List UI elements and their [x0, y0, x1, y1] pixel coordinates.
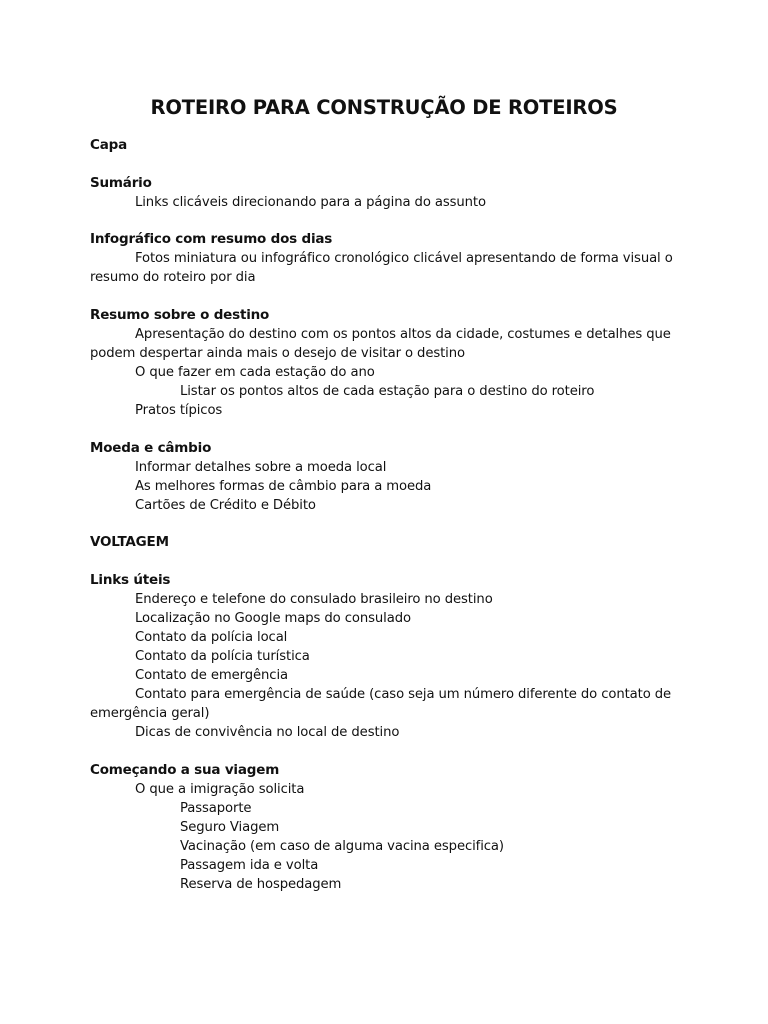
- links-line: Contato da polícia turística: [135, 649, 310, 665]
- viagem-subline: Passagem ida e volta: [180, 857, 319, 873]
- infografico-line: Fotos miniatura ou infográfico cronológico clicável apresentando de forma visual o resumo do roteiro por dia: [90, 251, 673, 286]
- links-line: Localização no Google maps do consulado: [135, 611, 411, 627]
- viagem-subline: Reserva de hospedagem: [180, 876, 342, 892]
- viagem-subline: Vacinação (em caso de alguma vacina especifica): [180, 838, 504, 854]
- page-title: ROTEIRO PARA CONSTRUÇÃO DE ROTEIROS: [150, 96, 618, 119]
- moeda-line: Informar detalhes sobre a moeda local: [135, 459, 387, 475]
- moeda-line: As melhores formas de câmbio para a moeda: [135, 478, 432, 494]
- spacer: [90, 515, 678, 534]
- resumo-line: Pratos típicos: [135, 403, 223, 419]
- links-line: Contato de emergência: [135, 668, 288, 684]
- viagem-subline: Seguro Viagem: [180, 819, 280, 835]
- viagem-subline: Passaporte: [180, 800, 252, 816]
- section-heading-links: Links úteis: [90, 572, 171, 589]
- viagem-line: O que a imigração solicita: [135, 781, 305, 797]
- spacer: [90, 742, 678, 761]
- section-heading-sumario: Sumário: [90, 174, 152, 191]
- moeda-line: Cartões de Crédito e Débito: [135, 497, 316, 513]
- spacer: [90, 287, 678, 306]
- spacer: [90, 552, 678, 571]
- links-line: Contato da polícia local: [135, 630, 288, 646]
- resumo-line: O que fazer em cada estação do ano: [135, 365, 375, 381]
- section-heading-moeda: Moeda e câmbio: [90, 439, 212, 456]
- resumo-subline: Listar os pontos altos de cada estação para o destino do roteiro: [180, 384, 595, 400]
- spacer: [90, 212, 678, 231]
- links-line: Contato para emergência de saúde (caso seja um número diferente do contato de emergência geral): [90, 687, 672, 722]
- spacer: [90, 420, 678, 439]
- links-line: Endereço e telefone do consulado brasileiro no destino: [135, 592, 493, 608]
- section-heading-resumo: Resumo sobre o destino: [90, 307, 270, 324]
- section-heading-infografico: Infográfico com resumo dos dias: [90, 231, 333, 248]
- section-heading-capa: Capa: [90, 137, 127, 153]
- resumo-line: Apresentação do destino com os pontos altos da cidade, costumes e detalhes que podem despertar ainda mais o desejo de visitar o destino: [90, 327, 671, 362]
- sumario-line: Links clicáveis direcionando para a página do assunto: [135, 194, 486, 210]
- spacer: [90, 155, 678, 174]
- section-heading-voltagem: VOLTAGEM: [90, 534, 169, 551]
- section-heading-viagem: Começando a sua viagem: [90, 761, 280, 778]
- links-line: Dicas de convivência no local de destino: [135, 725, 400, 741]
